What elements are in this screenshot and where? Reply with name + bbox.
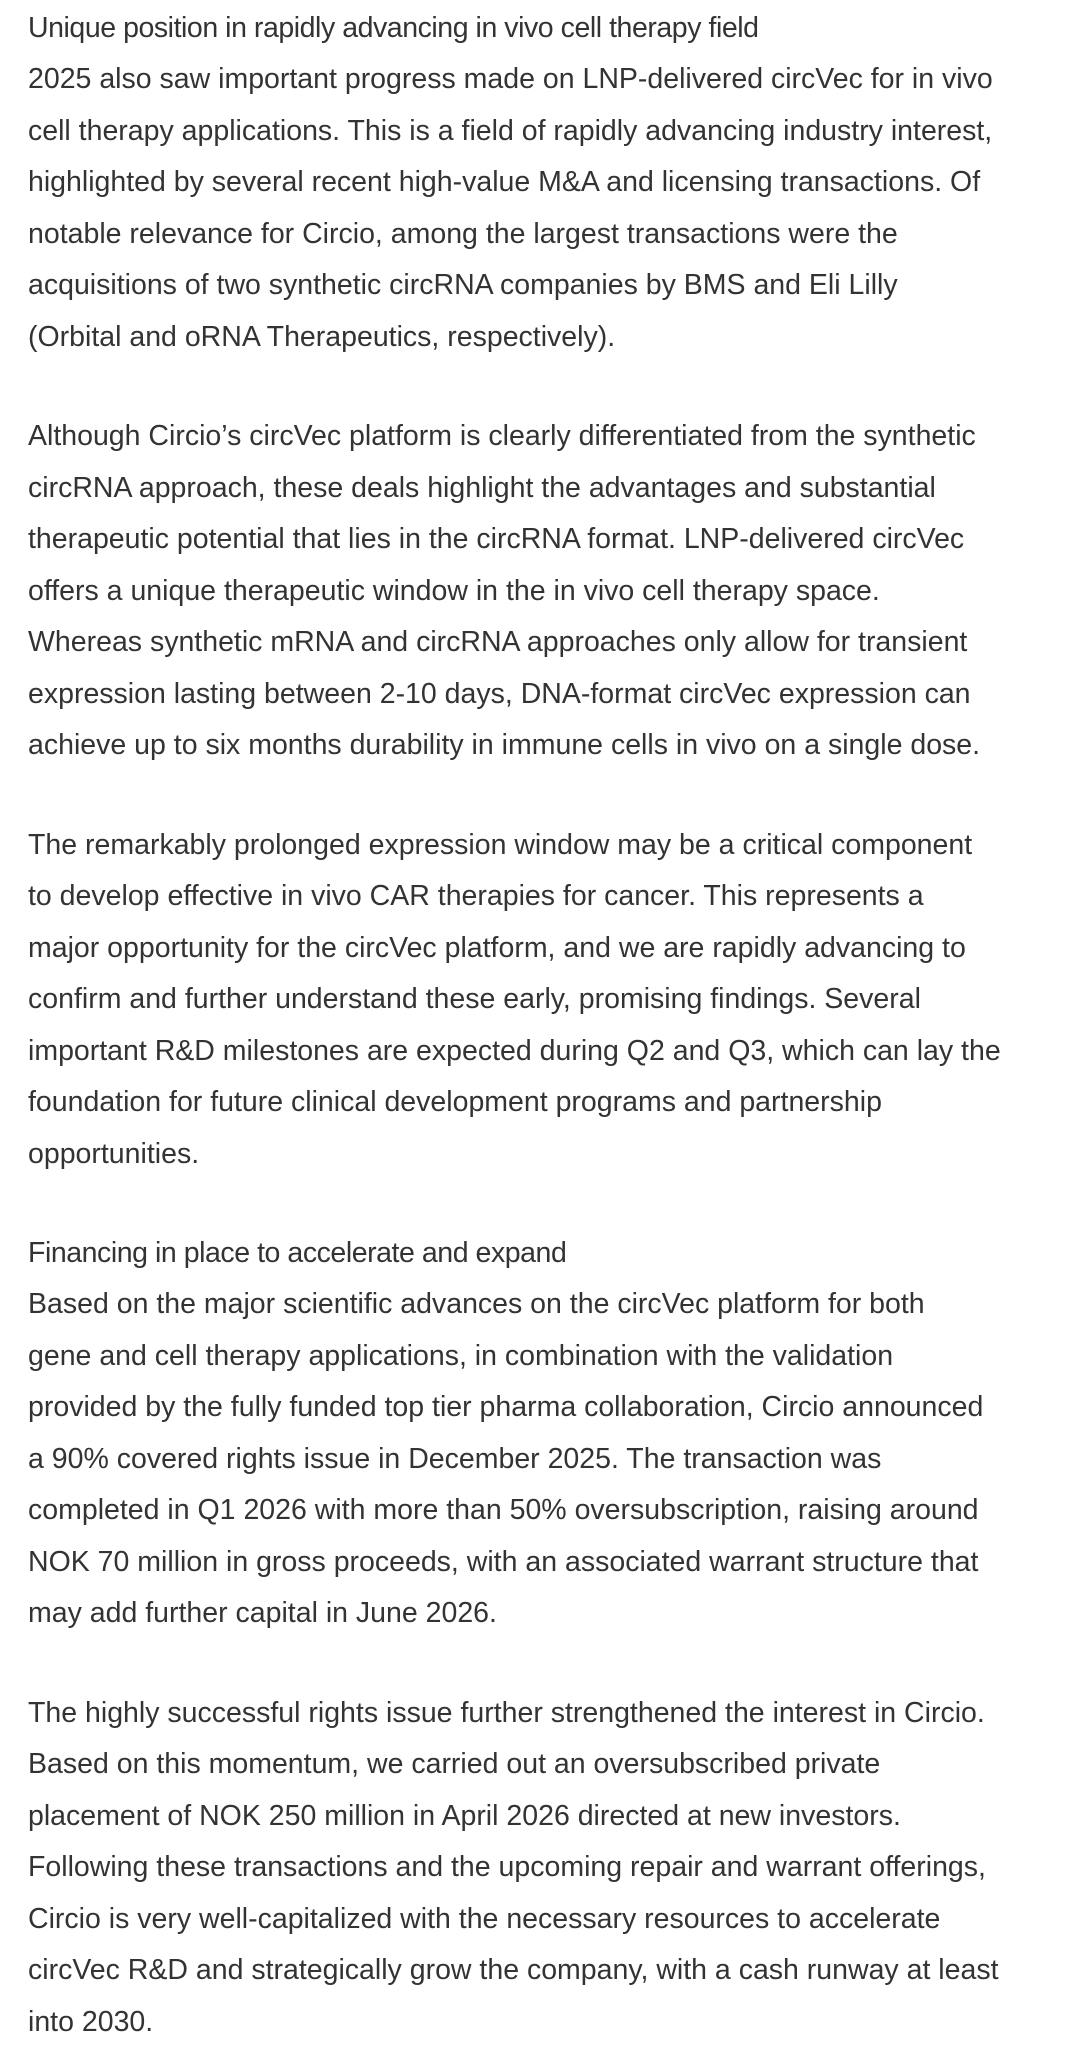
text-line: confirm and further understand these early, promising findings. Several	[28, 974, 1058, 1026]
text-line: provided by the fully funded top tier pharma collaboration, Circio announced	[28, 1382, 1058, 1434]
text-line: to develop effective in vivo CAR therapies for cancer. This represents a	[28, 871, 1058, 923]
text-line: a 90% covered rights issue in December 2025. The transaction was	[28, 1434, 1058, 1486]
text-line: completed in Q1 2026 with more than 50% oversubscription, raising around	[28, 1485, 1058, 1537]
paragraph-spacer	[28, 1640, 1058, 1688]
text-line: placement of NOK 250 million in April 2026 directed at new investors.	[28, 1791, 1058, 1843]
text-line: cell therapy applications. This is a field of rapidly advancing industry interest,	[28, 106, 1058, 158]
text-line: opportunities.	[28, 1129, 1058, 1181]
text-line: gene and cell therapy applications, in combination with the validation	[28, 1331, 1058, 1383]
paragraph-spacer	[28, 772, 1058, 820]
paragraph-spacer	[28, 363, 1058, 411]
text-line: notable relevance for Circio, among the largest transactions were the	[28, 209, 1058, 261]
text-line: achieve up to six months durability in immune cells in vivo on a single dose.	[28, 720, 1058, 772]
section-heading-in-vivo: Unique position in rapidly advancing in vivo cell therapy field	[28, 3, 1058, 54]
text-line: highlighted by several recent high-value M&A and licensing transactions. Of	[28, 157, 1058, 209]
text-line: circRNA approach, these deals highlight the advantages and substantial	[28, 463, 1058, 515]
text-line: important R&D milestones are expected during Q2 and Q3, which can lay the	[28, 1026, 1058, 1078]
section-heading-financing: Financing in place to accelerate and expand	[28, 1228, 1058, 1279]
text-line: (Orbital and oRNA Therapeutics, respectively).	[28, 312, 1058, 364]
article-body	[28, 0, 1058, 2048]
paragraph-private-placement	[28, 1688, 1058, 2048]
text-line: expression lasting between 2-10 days, DNA-format circVec expression can	[28, 669, 1058, 721]
text-line: Whereas synthetic mRNA and circRNA approaches only allow for transient	[28, 617, 1058, 669]
text-line: offers a unique therapeutic window in the in vivo cell therapy space.	[28, 566, 1058, 618]
paragraph-spacer	[28, 1180, 1058, 1228]
text-line: Circio is very well-capitalized with the necessary resources to accelerate	[28, 1894, 1058, 1946]
text-line: major opportunity for the circVec platform, and we are rapidly advancing to	[28, 923, 1058, 975]
text-line: Based on the major scientific advances on the circVec platform for both	[28, 1279, 1058, 1331]
text-line: Although Circio’s circVec platform is clearly differentiated from the synthetic	[28, 411, 1058, 463]
text-line: acquisitions of two synthetic circRNA companies by BMS and Eli Lilly	[28, 260, 1058, 312]
paragraph-in-vivo-progress	[28, 54, 1058, 363]
paragraph-rights-issue	[28, 1279, 1058, 1640]
text-line: may add further capital in June 2026.	[28, 1588, 1058, 1640]
paragraph-differentiation	[28, 411, 1058, 772]
text-line: circVec R&D and strategically grow the company, with a cash runway at least	[28, 1945, 1058, 1997]
text-line: The highly successful rights issue further strengthened the interest in Circio.	[28, 1688, 1058, 1740]
text-line: into 2030.	[28, 1997, 1058, 2048]
text-line: The remarkably prolonged expression window may be a critical component	[28, 820, 1058, 872]
text-line: therapeutic potential that lies in the circRNA format. LNP-delivered circVec	[28, 514, 1058, 566]
text-line: Based on this momentum, we carried out an oversubscribed private	[28, 1739, 1058, 1791]
paragraph-expression-window	[28, 820, 1058, 1181]
text-line: NOK 70 million in gross proceeds, with an associated warrant structure that	[28, 1537, 1058, 1589]
text-line: foundation for future clinical development programs and partnership	[28, 1077, 1058, 1129]
text-line: 2025 also saw important progress made on LNP-delivered circVec for in vivo	[28, 54, 1058, 106]
text-line: Following these transactions and the upcoming repair and warrant offerings,	[28, 1842, 1058, 1894]
